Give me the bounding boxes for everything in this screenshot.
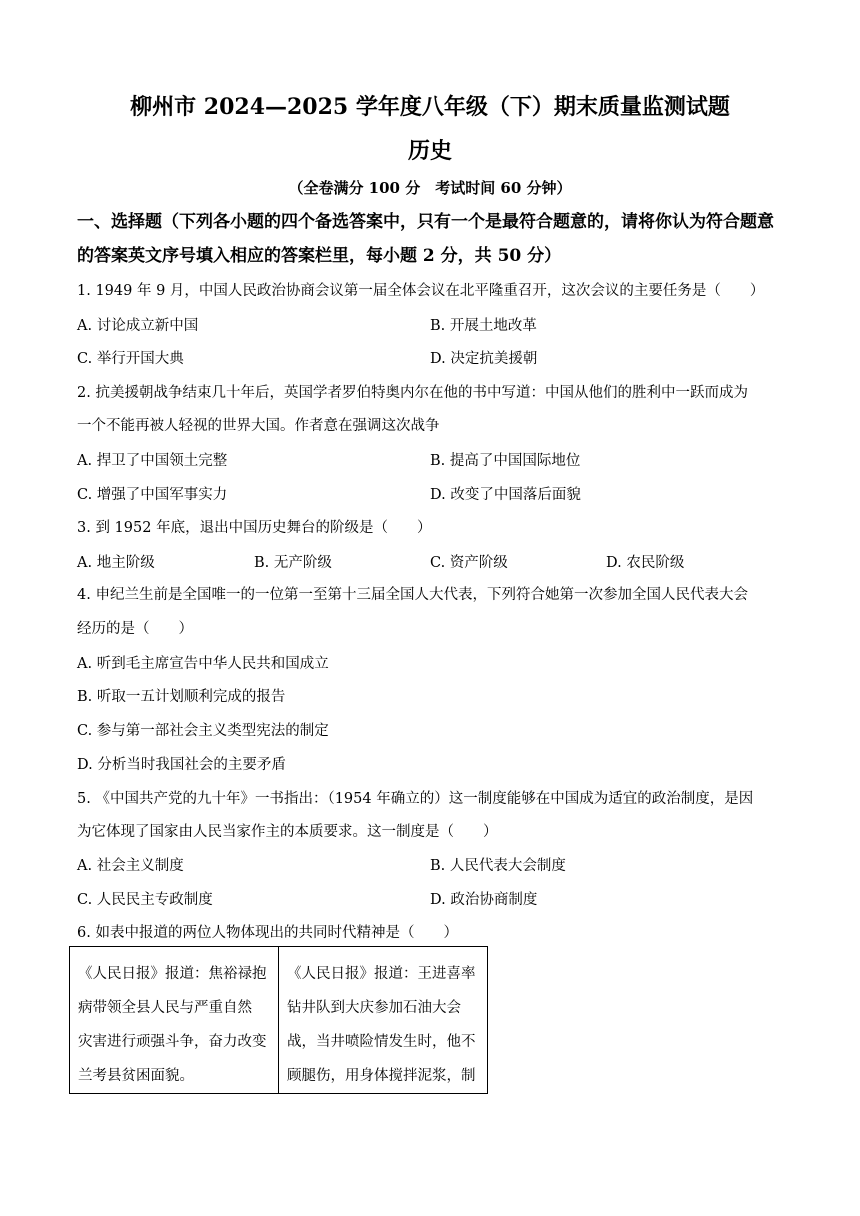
- question-2-stem-line-2: 一个不能再被人轻视的世界大国。作者意在强调这次战争: [77, 418, 440, 434]
- cell-line: 钻井队到大庆参加石油大会: [287, 1000, 461, 1016]
- question-1-option-d: D. 决定抗美援朝: [430, 351, 538, 367]
- question-2-option-d: D. 改变了中国落后面貌: [430, 487, 581, 503]
- question-6-stem: 6. 如表中报道的两位人物体现出的共同时代精神是（ ）: [77, 925, 458, 941]
- question-5-stem-line-2: 为它体现了国家由人民当家作主的本质要求。这一制度是（ ）: [77, 824, 498, 840]
- question-2-option-b: B. 提高了中国国际地位: [430, 453, 581, 469]
- question-4-option-a: A. 听到毛主席宣告中华人民共和国成立: [77, 656, 329, 672]
- question-4-option-b: B. 听取一五计划顺利完成的报告: [77, 689, 286, 705]
- exam-info: （全卷满分 100 分 考试时间 60 分钟）: [288, 179, 572, 197]
- table-row: [70, 947, 488, 1094]
- question-4-stem-line-2: 经历的是（ ）: [77, 621, 193, 637]
- question-1-stem: 1. 1949 年 9 月，中国人民政治协商会议第一届全体会议在北平隆重召开，这次会议的主要任务是（ ）: [77, 283, 765, 299]
- question-5-option-a: A. 社会主义制度: [77, 858, 184, 874]
- question-1-option-a: A. 讨论成立新中国: [77, 318, 199, 334]
- question-4-option-c: C. 参与第一部社会主义类型宪法的制定: [77, 723, 329, 739]
- question-5-stem-line-1: 5. 《中国共产党的九十年》一书指出：（1954 年确立的）这一制度能够在中国成为适宜的政治制度，是因: [77, 791, 754, 807]
- question-1-option-c: C. 举行开国大典: [77, 351, 184, 367]
- subject-title: 历史: [407, 138, 452, 164]
- cell-line: 战，当井喷险情发生时，他不: [287, 1034, 476, 1050]
- question-6-table: [69, 946, 488, 1094]
- question-1-option-b: B. 开展土地改革: [430, 318, 537, 334]
- table-cell-wang-jinxi: [279, 947, 488, 1094]
- question-5-option-c: C. 人民民主专政制度: [77, 892, 213, 908]
- question-2-option-c: C. 增强了中国军事实力: [77, 487, 228, 503]
- question-4-stem-line-1: 4. 申纪兰生前是全国唯一的一位第一至第十三届全国人大代表，下列符合她第一次参加全国人民代表大会: [77, 587, 748, 603]
- question-3-option-a: A. 地主阶级: [77, 555, 155, 571]
- question-2-stem-line-1: 2. 抗美援朝战争结束几十年后，英国学者罗伯特奥内尔在他的书中写道：中国从他们的胜利中一跃而成为: [77, 385, 748, 401]
- section-heading: 一、选择题（下列各小题的四个备选答案中，只有一个是最符合题意的，请将你认为符合题意的答案英文序号填入相应的答案栏里，每小题 2 分，共 50 分）: [77, 212, 774, 266]
- question-3-option-c: C. 资产阶级: [430, 555, 508, 571]
- cell-line: 顾腿伤，用身体搅拌泥浆，制: [287, 1068, 476, 1084]
- question-4-option-d: D. 分析当时我国社会的主要矛盾: [77, 757, 286, 773]
- question-2-option-a: A. 捍卫了中国领土完整: [77, 453, 228, 469]
- exam-title: 柳州市 2024—2025 学年度八年级（下）期末质量监测试题: [130, 94, 730, 120]
- cell-line: 兰考县贫困面貌。: [78, 1068, 194, 1084]
- question-3-option-d: D. 农民阶级: [606, 555, 685, 571]
- question-3-option-b: B. 无产阶级: [254, 555, 332, 571]
- table-cell-jiao-yulu: [70, 947, 279, 1094]
- question-5-option-d: D. 政治协商制度: [430, 892, 538, 908]
- cell-line: 病带领全县人民与严重自然: [78, 1000, 252, 1016]
- question-5-option-b: B. 人民代表大会制度: [430, 858, 566, 874]
- cell-line: 灾害进行顽强斗争，奋力改变: [78, 1034, 267, 1050]
- cell-line: 《人民日报》报道：王进喜率: [287, 966, 476, 982]
- question-3-stem: 3. 到 1952 年底，退出中国历史舞台的阶级是（ ）: [77, 520, 432, 536]
- cell-line: 《人民日报》报道：焦裕禄抱: [78, 966, 267, 982]
